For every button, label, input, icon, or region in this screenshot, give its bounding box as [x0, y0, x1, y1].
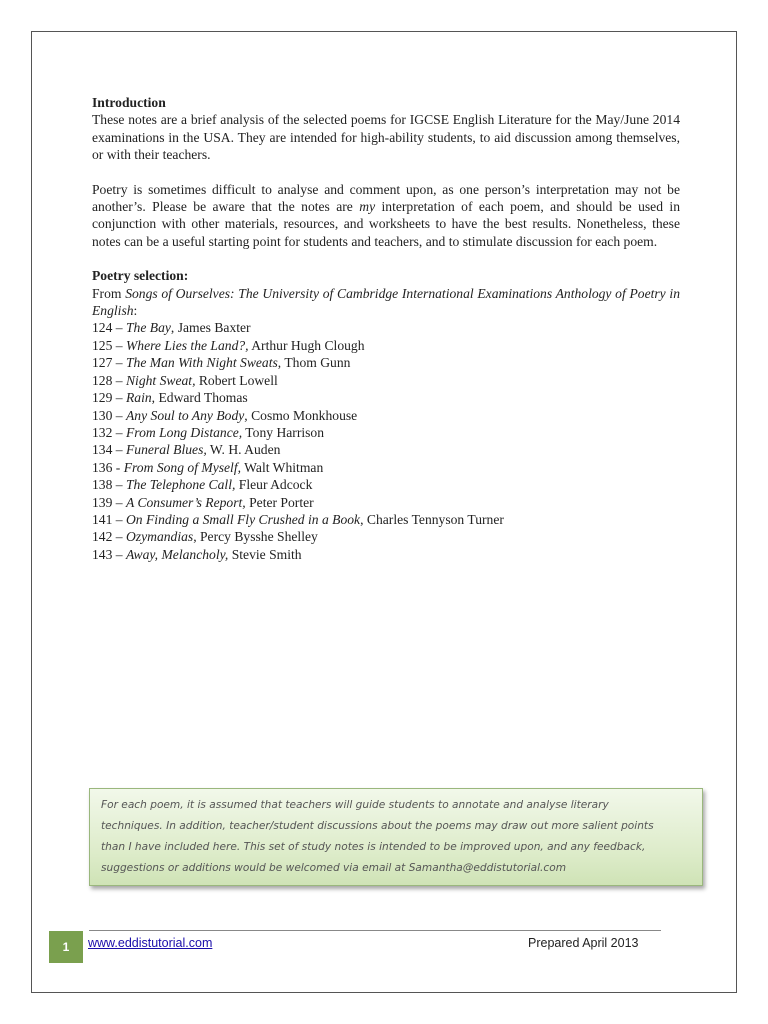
poem-poet: Robert Lowell [195, 372, 278, 388]
anthology-from-label: From [92, 285, 126, 301]
poem-title: The Man With Night Sweats [125, 355, 278, 371]
poem-title: Any Soul to Any Body [125, 407, 245, 423]
poem-separator: – [112, 407, 126, 423]
poem-poet: Arthur Hugh Clough [248, 337, 365, 353]
poem-title: Rain [125, 390, 152, 406]
poem-page: 130 [92, 407, 113, 423]
poem-page: 129 [92, 390, 113, 406]
poem-list [92, 319, 680, 563]
poem-list-item [92, 441, 680, 458]
poem-page: 138 [92, 477, 113, 493]
poem-separator: – [112, 529, 126, 545]
poem-page: 128 [92, 372, 113, 388]
intro-paragraph-2 [92, 181, 680, 251]
document-page [31, 31, 737, 993]
poem-separator: – [112, 494, 126, 510]
poem-separator: – [112, 424, 126, 440]
poem-page: 127 [92, 355, 113, 371]
poem-poet: Walt Whitman [241, 459, 324, 475]
anthology-title: Songs of Ourselves: The University of Cambridge International Examinations Anthology of Poetry in English [92, 285, 681, 319]
poem-title: From Long Distance, [125, 424, 243, 440]
poem-title: From Song of Myself, [123, 459, 242, 475]
poem-list-item [92, 424, 680, 441]
poem-list-item [92, 372, 680, 389]
poem-poet: Peter Porter [245, 494, 314, 510]
poem-separator: – [112, 337, 126, 353]
poem-title: Ozymandias [125, 529, 194, 545]
poem-separator: - [112, 459, 124, 475]
poem-title: The Bay [125, 320, 171, 336]
poem-poet: W. H. Auden [206, 442, 281, 458]
poem-separator: – [112, 511, 126, 527]
poem-page: 141 [92, 511, 113, 527]
poem-page: 143 [92, 546, 113, 562]
feedback-note-line: For each poem, it is assumed that teachers will guide students to annotate and analyse literary [101, 799, 609, 811]
poem-separator: – [112, 442, 126, 458]
poem-poet: , James Baxter [170, 320, 251, 336]
poem-title: Funeral Blues, [125, 442, 207, 458]
poem-separator: – [112, 355, 126, 371]
footer-divider [89, 930, 661, 931]
poem-list-item [92, 389, 680, 406]
poem-list-item [92, 337, 680, 354]
poetry-selection-heading: Poetry selection: [92, 268, 189, 284]
poem-title: Night Sweat, [125, 372, 196, 388]
poem-list-item [92, 546, 680, 563]
poem-list-item [92, 476, 680, 493]
feedback-note-box [89, 788, 703, 886]
poem-list-item [92, 354, 680, 371]
intro-paragraph-2-emphasis: my [359, 199, 376, 215]
feedback-note-line: techniques. In addition, teacher/student discussions about the poems may draw out more salient points [101, 820, 654, 832]
anthology-source [92, 285, 680, 320]
poem-title: Where Lies the Land?, [125, 337, 249, 353]
feedback-note-line: than I have included here. This set of study notes is intended to be improved upon, and any feedback, [101, 841, 646, 853]
anthology-colon: : [133, 303, 138, 319]
poem-separator: – [112, 546, 126, 562]
intro-paragraph-2-start: Poetry is sometimes difficult to analyse and comment upon, as one person’s interpretation may not be another’s. Please be aware that the notes are [92, 181, 680, 215]
poem-title: On Finding a Small Fly Crushed in a Book [125, 511, 361, 527]
poem-title: The Telephone Call, [125, 477, 236, 493]
poem-page: 142 [92, 529, 113, 545]
poem-list-item [92, 407, 680, 424]
poem-list-item [92, 319, 680, 336]
poem-title: A Consumer’s Report, [125, 494, 246, 510]
poem-list-item [92, 511, 680, 528]
website-link[interactable]: www.eddistutorial.com [88, 936, 213, 950]
feedback-note-line: suggestions or additions would be welcomed via email at Samantha@eddistutorial.com [101, 862, 567, 874]
poem-list-item [92, 528, 680, 545]
introduction-heading: Introduction [92, 95, 166, 110]
poem-separator: – [112, 320, 126, 336]
prepared-date: Prepared April 2013 [528, 936, 639, 950]
poem-page: 125 [92, 337, 113, 353]
poem-poet: , Edward Thomas [151, 390, 248, 406]
poem-list-item [92, 459, 680, 476]
poem-page: 132 [92, 424, 113, 440]
poem-poet: Tony Harrison [242, 424, 325, 440]
poem-poet: , Percy Bysshe Shelley [193, 529, 318, 545]
poem-poet: , Thom Gunn [277, 355, 351, 371]
page-content [92, 94, 680, 563]
poem-page: 139 [92, 494, 113, 510]
poem-poet: Stevie Smith [228, 546, 302, 562]
poem-separator: – [112, 372, 126, 388]
poem-list-item [92, 494, 680, 511]
poem-poet: Fleur Adcock [235, 477, 313, 493]
poem-separator: – [112, 390, 126, 406]
poem-poet: , Charles Tennyson Turner [360, 511, 504, 527]
poem-page: 124 [92, 320, 113, 336]
poem-title: Away, Melancholy, [125, 546, 229, 562]
intro-paragraph-1: These notes are a brief analysis of the selected poems for IGCSE English Literature for the May/June 2014 examinations in the USA. They are intended for high-ability students, to aid discussion among themselves, or with their teachers. [92, 112, 680, 163]
poem-page: 136 [92, 459, 113, 475]
page-number-badge: 1 [49, 931, 83, 963]
poem-page: 134 [92, 442, 113, 458]
intro-paragraph-2-end: interpretation of each poem, and should be used in conjunction with other materials, resources, and worksheets to have the best results. Nonetheless, these notes can be a useful starting point for students and teachers, and to stimulate discussion for each poem. [92, 199, 680, 249]
poem-separator: – [112, 477, 126, 493]
poem-poet: , Cosmo Monkhouse [244, 407, 358, 423]
